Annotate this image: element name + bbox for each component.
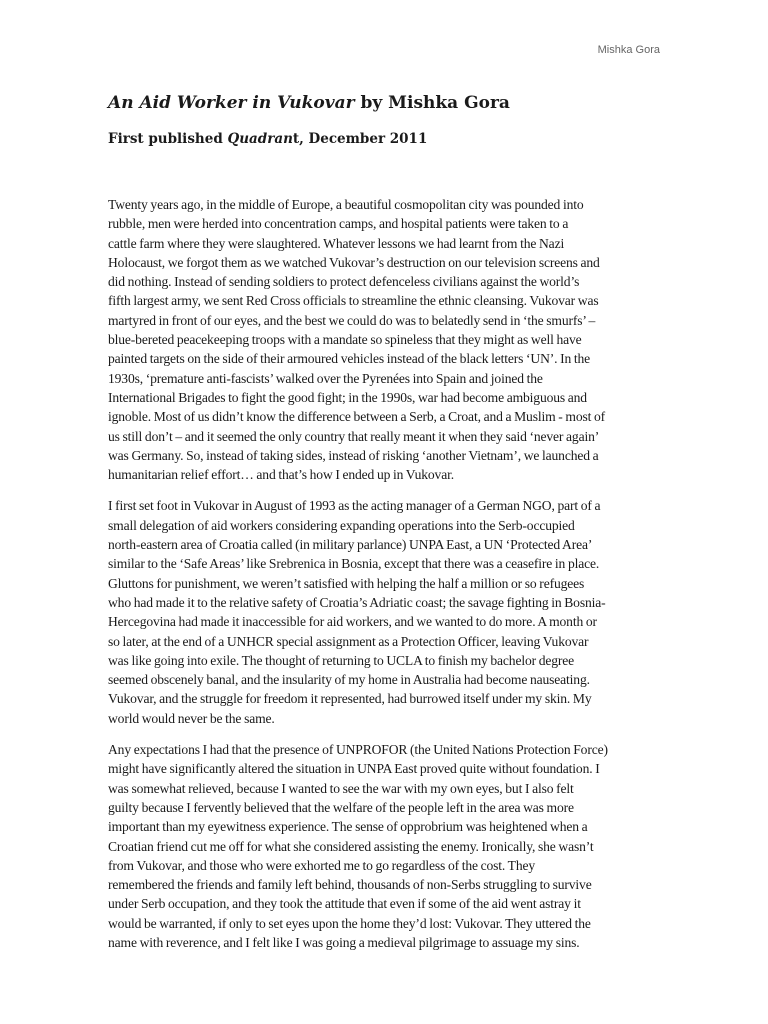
body-paragraph	[108, 195, 660, 484]
paragraph-line: rubble, men were herded into concentration camps, and hospital patients were taken to a	[108, 216, 569, 232]
paragraph-line: similar to the ‘Safe Areas’ like Srebrenica in Bosnia, except that there was a ceasefire in place.	[108, 556, 600, 572]
publication-date: t, December 2011	[292, 131, 428, 147]
article-title	[108, 92, 510, 114]
body-paragraph	[108, 740, 660, 952]
paragraph-line: small delegation of aid workers considering expanding operations into the Serb-occupied	[108, 517, 575, 533]
paragraph-line: 1930s, ‘premature anti-fascists’ walked over the Pyrenées into Spain and joined the	[108, 370, 543, 386]
paragraph-line: Croatian friend cut me off for what she considered assisting the enemy. Ironically, she wasn’t	[108, 838, 594, 854]
publication-line	[108, 129, 427, 149]
paragraph-line: important than my eyewitness experience. The sense of opprobrium was heightened when a	[108, 819, 588, 835]
paragraph-line: Twenty years ago, in the middle of Europe, a beautiful cosmopolitan city was pounded into	[108, 197, 584, 212]
paragraph-line: fifth largest army, we sent Red Cross officials to streamline the ethnic cleansing. Vukovar was	[108, 293, 599, 309]
paragraph-line: name with reverence, and I felt like I was going a medieval pilgrimage to assuage my sins.	[108, 934, 580, 950]
paragraph-line: ignoble. Most of us didn’t know the difference between a Serb, a Croat, and a Muslim - most of	[108, 409, 606, 425]
paragraph-line: was somewhat relieved, because I wanted to see the war with my own eyes, but I also felt	[108, 780, 574, 796]
article-title-byline: by Mishka Gora	[354, 93, 510, 113]
paragraph-line: International Brigades to fight the good fight; in the 1990s, war had become ambiguous and	[108, 389, 587, 405]
paragraph-line: humanitarian relief effort… and that’s how I ended up in Vukovar.	[108, 467, 454, 483]
paragraph-line: Gluttons for punishment, we weren’t satisfied with helping the half a million or so refugees	[108, 575, 585, 591]
paragraph-line: from Vukovar, and those who were exhorted me to go regardless of the cost. They	[108, 857, 536, 873]
paragraph-line: guilty because I fervently believed that the welfare of the people left in the area was more	[108, 799, 574, 815]
paragraph-line: who had made it to the relative safety of Croatia’s Adriatic coast; the savage fighting in Bosnia-	[108, 594, 606, 610]
paragraph-line: Hercegovina had made it inaccessible for aid workers, and we wanted to do more. A month or	[108, 614, 597, 630]
paragraph-line: Holocaust, we forgot them as we watched Vukovar’s destruction on our television screens and	[108, 254, 600, 270]
paragraph-line: did nothing. Instead of sending soldiers to protect defenceless civilians against the world’s	[108, 274, 580, 290]
paragraph-line: I first set foot in Vukovar in August of 1993 as the acting manager of a German NGO, part of a	[108, 498, 601, 514]
paragraph-line: was Germany. So, instead of taking sides, instead of risking ‘another Vietnam’, we launched a	[108, 447, 599, 463]
paragraph-line: under Serb occupation, and they took the attitude that even if some of the aid went astray it	[108, 896, 581, 912]
paragraph-line: Vukovar, and the struggle for freedom it represented, had burrowed itself under my skin. My	[108, 691, 592, 707]
paragraph-line: might have significantly altered the situation in UNPA East proved quite without foundation. I	[108, 761, 600, 777]
article-title-work: An Aid Worker in Vukovar	[108, 93, 355, 113]
paragraph-line: us still don’t – and it seemed the only country that really meant it when they said ‘never again’	[108, 428, 600, 444]
paragraph-line: so later, at the end of a UNHCR special assignment as a Protection Officer, leaving Vukovar	[108, 633, 589, 649]
body-paragraph	[108, 496, 660, 728]
paragraph-line: martyred in front of our eyes, and the best we could do was to belatedly send in ‘the smurfs’ –	[108, 312, 596, 328]
article-body	[108, 195, 660, 964]
paragraph-line: would be warranted, if only to set eyes upon the home they’d lost: Vukovar. They uttered the	[108, 915, 591, 931]
paragraph-line: world would never be the same.	[108, 710, 275, 726]
paragraph-line: remembered the friends and family left behind, thousands of non-Serbs struggling to survive	[108, 877, 592, 893]
paragraph-line: painted targets on the side of their armoured vehicles instead of the black letters ‘UN’. In the	[108, 351, 591, 367]
paragraph-line: cattle farm where they were slaughtered. Whatever lessons we had learnt from the Nazi	[108, 235, 565, 251]
paragraph-line: north-eastern area of Croatia called (in military parlance) UNPA East, a UN ‘Protected Area’	[108, 537, 593, 553]
paragraph-line: was like going into exile. The thought of returning to UCLA to finish my bachelor degree	[108, 652, 575, 668]
paragraph-line: blue-bereted peacekeeping troops with a mandate so spineless that they might as well have	[108, 332, 582, 348]
publication-prefix: First published	[108, 131, 228, 147]
running-header-author: Mishka Gora	[597, 44, 660, 56]
paragraph-line: Any expectations I had that the presence of UNPROFOR (the United Nations Protection Force)	[108, 742, 608, 758]
paragraph-line: seemed obscenely banal, and the insularity of my home in Australia had become nauseating.	[108, 672, 590, 688]
publication-source: Quadran	[227, 131, 293, 147]
